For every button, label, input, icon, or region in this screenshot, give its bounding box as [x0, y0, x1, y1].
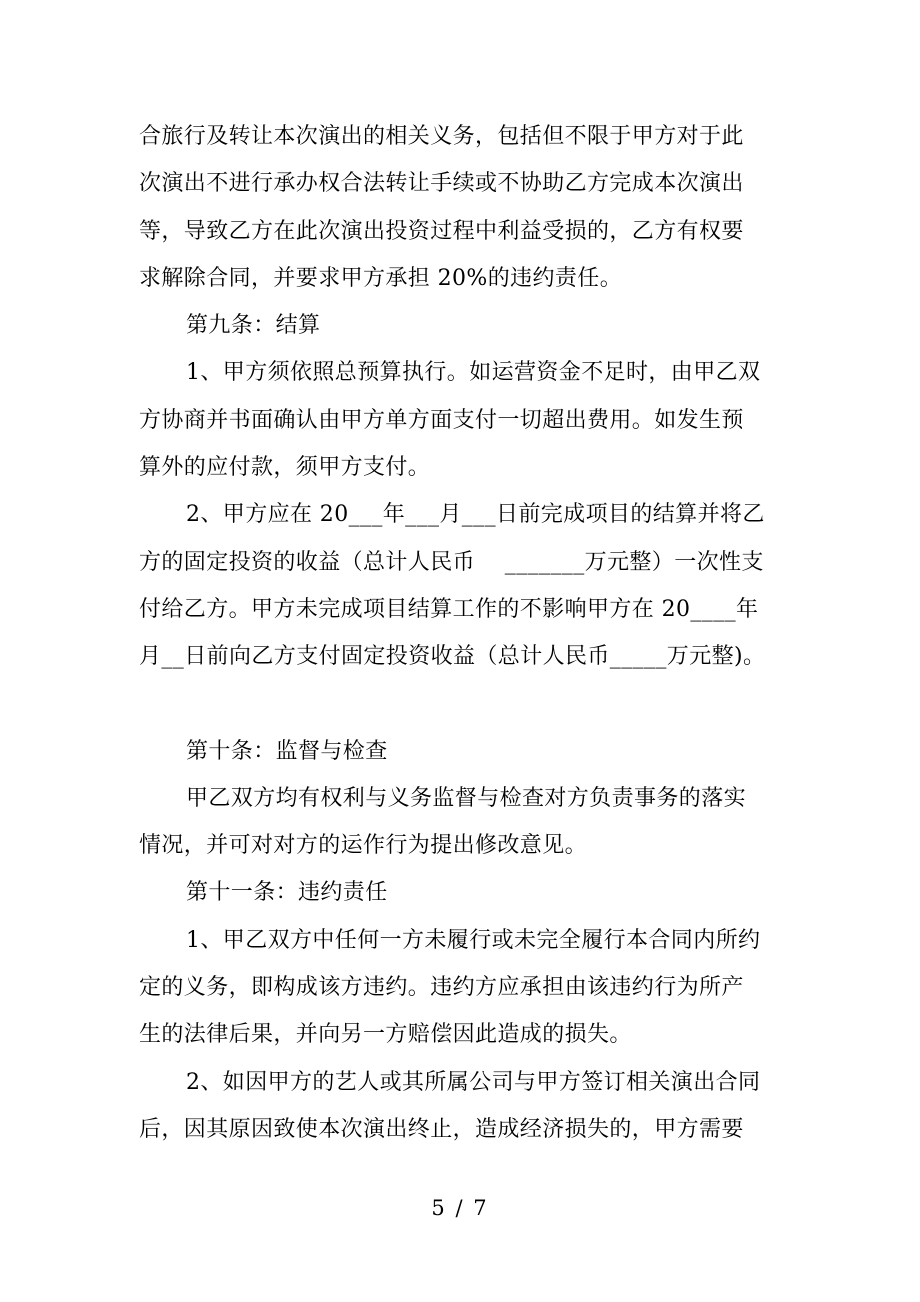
paragraph-10	[139, 775, 784, 870]
text-line: 方协商并书面确认由甲方单方面支付一切超出费用。如发生预	[139, 407, 744, 433]
section-heading-article-9	[139, 302, 784, 349]
text-line: 付给乙方。甲方未完成项目结算工作的不影响甲方在 20____年	[139, 596, 759, 622]
text-line: 1、甲乙双方中任何一方未履行或未完全履行本合同内所约	[186, 927, 761, 953]
page-number: 5 / 7	[431, 1196, 489, 1220]
text-line: 甲乙双方均有权利与义务监督与检查对方负责事务的落实	[186, 785, 747, 811]
text-line: 后，因其原因致使本次演出终止，造成经济损失的，甲方需要	[139, 1116, 744, 1142]
heading-text: 第九条：结算	[186, 313, 321, 339]
text-line: 情况，并可对对方的运作行为提出修改意见。	[139, 833, 588, 859]
text-line: 1、甲方须依照总预算执行。如运营资金不足时，由甲乙双	[186, 360, 761, 386]
paragraph-9-2	[139, 491, 784, 680]
text-line: 等，导致乙方在此次演出投资过程中利益受损的，乙方有权要	[139, 218, 744, 244]
blank-line	[139, 681, 784, 728]
paragraph-11-1	[139, 917, 784, 1059]
document-body	[139, 113, 784, 1153]
heading-text: 第十条：监督与检查	[186, 738, 388, 764]
section-heading-article-11	[139, 869, 784, 916]
text-line: 方的固定投资的收益（总计人民币 _______万元整）一次性支	[139, 549, 764, 575]
text-line: 月__日前向乙方支付固定投资收益（总计人民币_____万元整)。	[139, 644, 766, 670]
section-heading-article-10	[139, 728, 784, 775]
text-line: 2、甲方应在 20___年___月___日前完成项目的结算并将乙	[186, 502, 765, 528]
text-line: 求解除合同，并要求甲方承担 20%的违约责任。	[139, 265, 623, 291]
text-line: 次演出不进行承办权合法转让手续或不协助乙方完成本次演出	[139, 171, 744, 197]
text-line: 生的法律后果，并向另一方赔偿因此造成的损失。	[139, 1022, 632, 1048]
text-line: 定的义务，即构成该方违约。违约方应承担由该违约行为所产	[139, 975, 744, 1001]
heading-text: 第十一条：违约责任	[186, 880, 388, 906]
text-line: 2、如因甲方的艺人或其所属公司与甲方签订相关演出合同	[186, 1069, 761, 1095]
paragraph-9-1	[139, 349, 784, 491]
text-line: 算外的应付款，须甲方支付。	[139, 455, 431, 481]
paragraph-continuation	[139, 113, 784, 302]
paragraph-11-2	[139, 1059, 784, 1154]
text-line: 合旅行及转让本次演出的相关义务，包括但不限于甲方对于此	[139, 124, 744, 149]
